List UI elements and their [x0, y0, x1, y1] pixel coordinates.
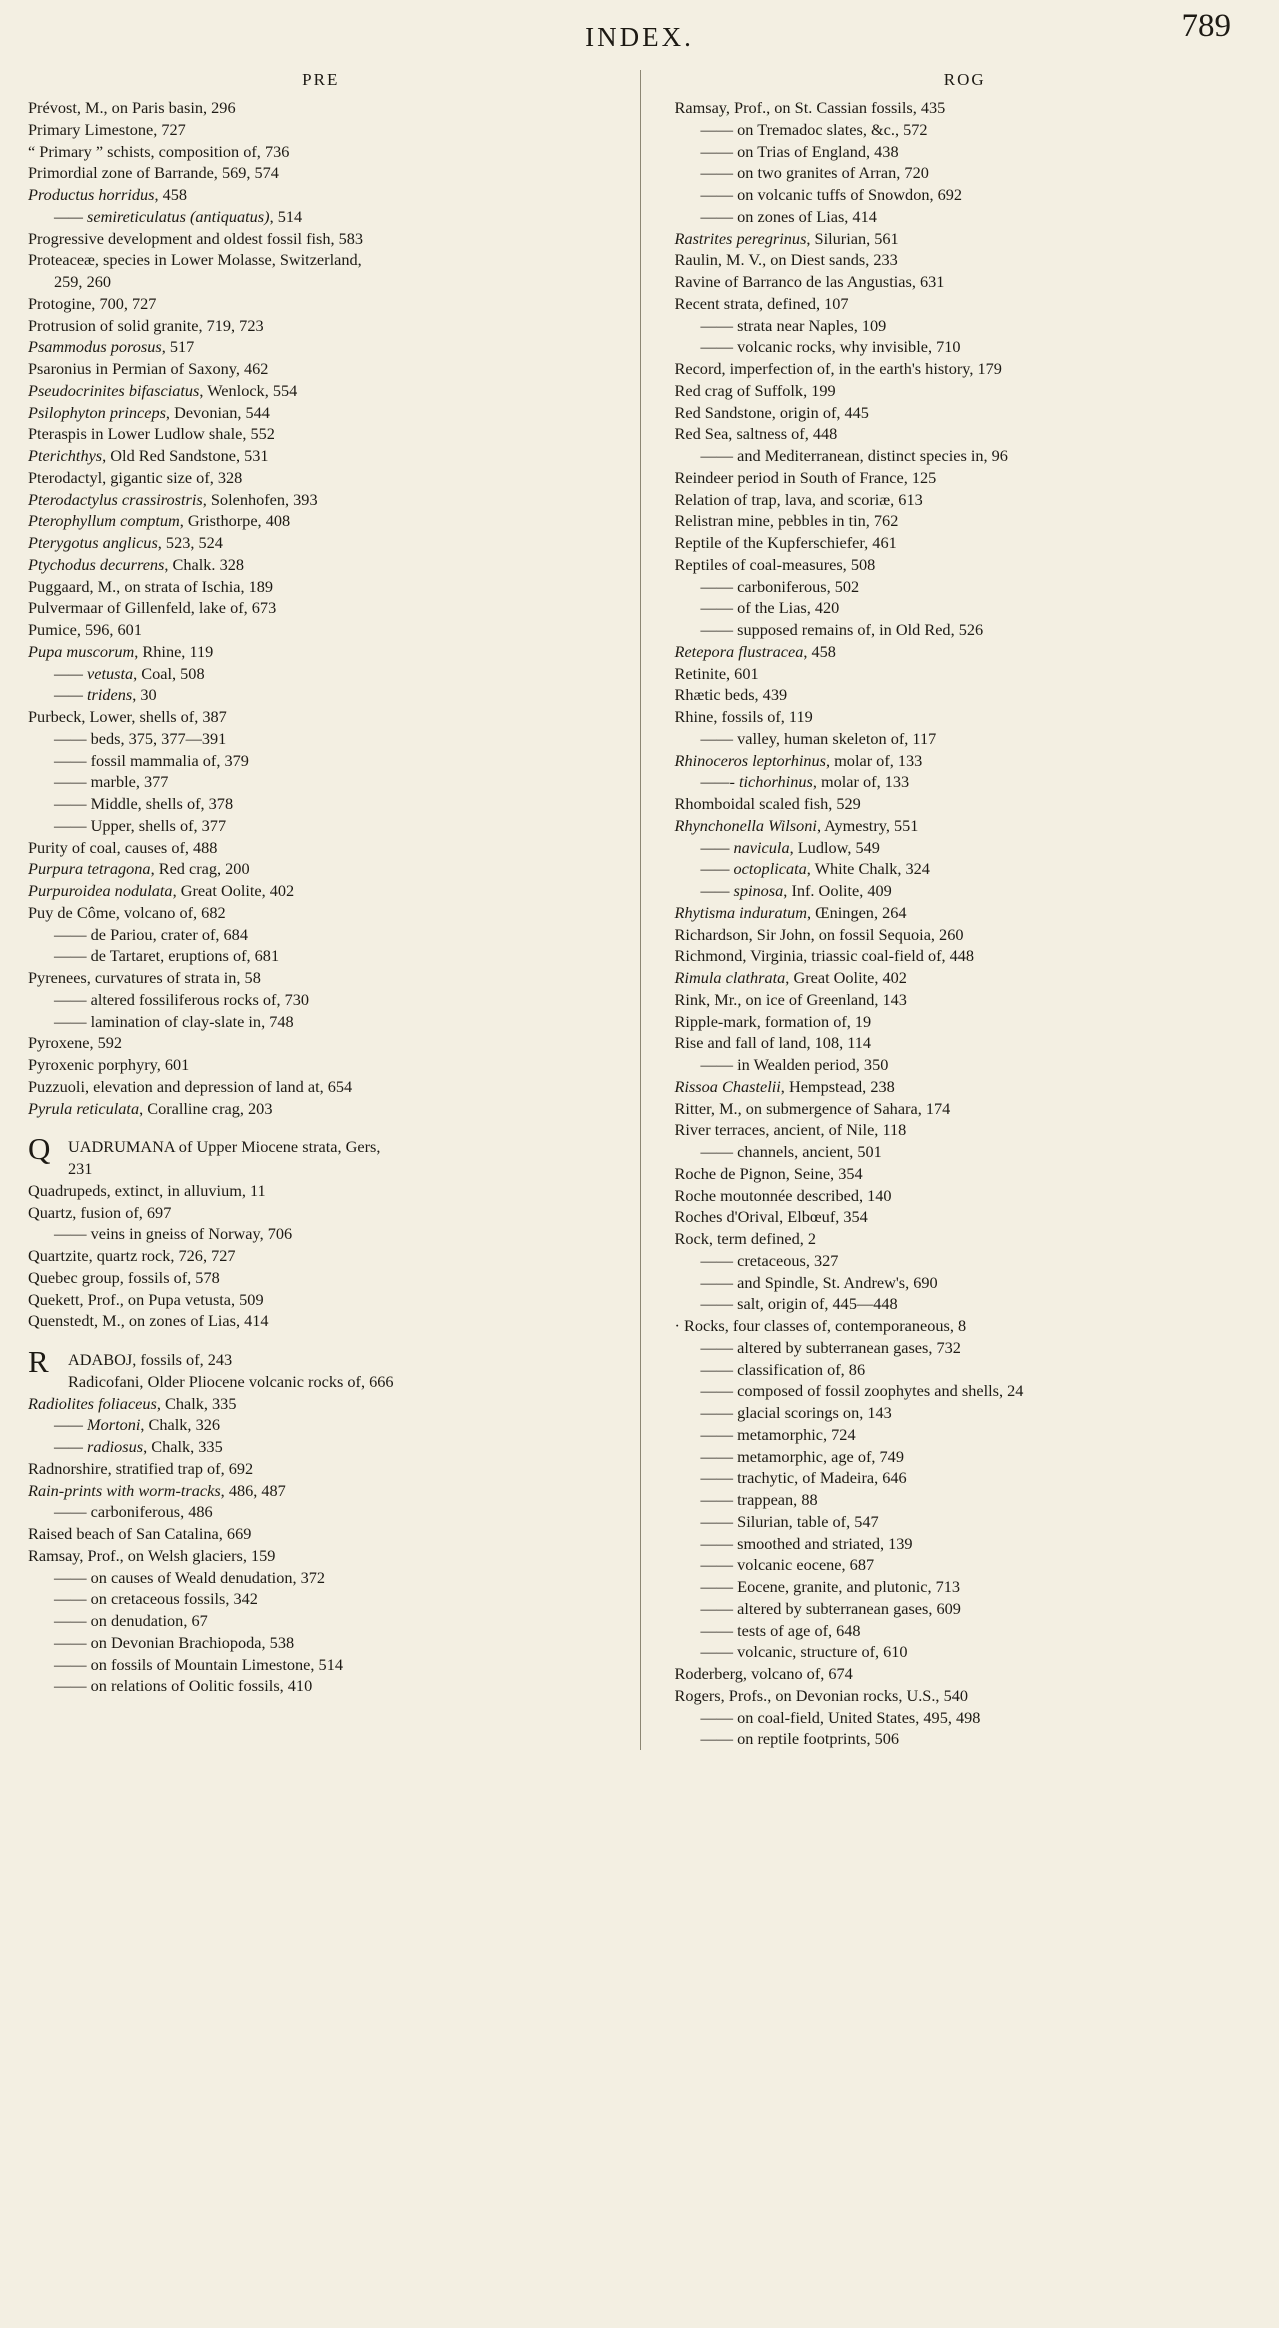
index-entry: —— de Pariou, crater of, 684 — [54, 924, 248, 944]
index-entry-taxon: —— spinosa — [700, 881, 784, 900]
index-entry: Quenstedt, M., on zones of Lias, 414 — [28, 1311, 269, 1331]
index-entry — [675, 837, 1256, 859]
drop-capital: Q — [28, 1131, 51, 1167]
index-entry: Radnorshire, stratified trap of, 692 — [28, 1458, 254, 1478]
index-entry — [28, 1098, 614, 1120]
index-entry-taxon: ——- tichorhinus — [700, 772, 813, 792]
index-entry-taxon: Rimula clathrata — [674, 968, 786, 987]
index-entry-taxon: Pterodactylus crassirostris — [28, 489, 203, 509]
index-entry: —— smoothed and striated, 139 — [700, 1533, 913, 1553]
index-entry-text: , Devonian, 544 — [165, 402, 270, 422]
index-entry — [28, 663, 614, 685]
index-entry: —— Middle, shells of, 378 — [54, 794, 234, 813]
index-entry-taxon: Rain-prints with worm-tracks — [28, 1480, 221, 1500]
index-entry-taxon: Rhytisma induratum — [674, 902, 808, 922]
index-entry-text: , Chalk, 335 — [143, 1437, 223, 1456]
index-entry-text: , Ludlow, 549 — [789, 837, 880, 857]
index-entry: Quekett, Prof., on Pupa vetusta, 509 — [28, 1289, 264, 1309]
page-number: 789 — [1181, 8, 1231, 44]
index-entry-text: , Wenlock, 554 — [199, 380, 298, 400]
index-entry-taxon: Pseudocrinites bifasciatus — [28, 380, 200, 400]
index-entry: Roches d'Orival, Elbœuf, 354 — [674, 1207, 868, 1227]
index-entry-text: , Hempstead, 238 — [780, 1076, 895, 1096]
index-entry-taxon: Pupa muscorum — [28, 641, 135, 661]
index-entry: Reptile of the Kupferschiefer, 461 — [674, 533, 897, 552]
index-entry: —— beds, 375, 377—391 — [54, 728, 227, 748]
index-column-right — [640, 70, 1262, 1750]
index-entry: Purbeck, Lower, shells of, 387 — [28, 707, 227, 726]
index-entry — [675, 641, 1256, 663]
index-entry — [675, 771, 1256, 793]
index-entry: —— volcanic rocks, why invisible, 710 — [700, 337, 961, 357]
index-entry-text: , White Chalk, 324 — [806, 859, 930, 879]
index-entry: —— composed of fossil zoophytes and shells, 24 — [700, 1381, 1024, 1401]
index-entry-text: , 517 — [161, 337, 195, 357]
index-entry-text: , molar of, 133 — [812, 772, 910, 792]
index-entry-taxon: Rissoa Chastelii — [674, 1076, 781, 1096]
index-entry: —— metamorphic, age of, 749 — [700, 1446, 904, 1466]
index-entry: —— altered by subterranean gases, 732 — [700, 1337, 961, 1357]
index-entry-text: , 458 — [803, 641, 836, 661]
index-entry: —— on reptile footprints, 506 — [700, 1729, 900, 1749]
index-entry: —— of the Lias, 420 — [700, 598, 840, 618]
index-entry: —— on Trias of England, 438 — [700, 141, 899, 161]
index-entry: —— carboniferous, 486 — [54, 1502, 213, 1522]
index-entry-text: , Old Red Sandstone, 531 — [102, 446, 269, 465]
index-entry: —— volcanic eocene, 687 — [700, 1555, 875, 1575]
index-entry: Pyroxenic porphyry, 601 — [28, 1055, 190, 1074]
index-entry: Prévost, M., on Paris basin, 296 — [28, 98, 236, 117]
index-entry: Rhomboidal scaled fish, 529 — [674, 794, 861, 813]
index-entry: Reptiles of coal-measures, 508 — [674, 554, 876, 574]
index-entry-taxon: —— octoplicata — [700, 859, 807, 879]
index-column-left — [18, 70, 640, 1750]
index-entry-taxon: Rhinoceros leptorhinus — [674, 750, 826, 770]
index-entry-text: , Silurian, 561 — [806, 228, 899, 248]
index-entry: Rhine, fossils of, 119 — [674, 707, 813, 726]
index-entry: Relistran mine, pebbles in tin, 762 — [674, 511, 899, 531]
index-entry — [28, 510, 614, 532]
index-entry: Rogers, Profs., on Devonian rocks, U.S., 540 — [674, 1685, 968, 1705]
index-entry — [675, 815, 1256, 837]
index-entry — [28, 1344, 614, 1379]
index-entry: Primordial zone of Barrande, 569, 574 — [28, 163, 279, 183]
index-entry: Record, imperfection of, in the earth's history, 179 — [674, 359, 1002, 378]
index-entry: —— glacial scorings on, 143 — [700, 1403, 892, 1422]
index-entry: Richmond, Virginia, triassic coal-field of, 448 — [674, 946, 975, 966]
index-entry-text: , 458 — [154, 185, 188, 204]
index-entry: —— metamorphic, 724 — [700, 1424, 856, 1444]
index-entry — [28, 554, 614, 576]
index-entry — [28, 336, 614, 358]
index-entry-taxon: —— Mortoni — [54, 1415, 141, 1435]
index-entry: Quartz, fusion of, 697 — [28, 1202, 172, 1222]
index-entry: Pulvermaar of Gillenfeld, lake of, 673 — [28, 598, 277, 618]
index-entry: Primary Limestone, 727 — [28, 119, 186, 139]
index-entry: —— valley, human skeleton of, 117 — [700, 728, 937, 748]
index-entry-taxon: —— vetusta — [54, 663, 134, 683]
index-entry: —— Eocene, granite, and plutonic, 713 — [700, 1577, 961, 1596]
index-entry: Protogine, 700, 727 — [28, 293, 157, 313]
index-entry-taxon: Purpura tetragona — [28, 859, 151, 879]
index-entry-taxon: Pterichthys — [28, 446, 103, 465]
index-entry: Red Sandstone, origin of, 445 — [674, 402, 869, 422]
index-entry: —— on two granites of Arran, 720 — [700, 163, 929, 183]
index-entry: Quartzite, quartz rock, 726, 727 — [28, 1246, 236, 1265]
index-entry: —— and Spindle, St. Andrew's, 690 — [700, 1272, 938, 1292]
index-entry: Pterodactyl, gigantic size of, 328 — [28, 467, 243, 487]
index-entry: Radicofani, Older Pliocene volcanic rocks of, 666 — [68, 1371, 394, 1391]
index-entry-text: , 30 — [132, 685, 157, 705]
index-entry: Proteaceæ, species in Lower Molasse, Switzerland, — [28, 250, 362, 270]
index-entry: Recent strata, defined, 107 — [674, 293, 849, 313]
index-entry: —— on volcanic tuffs of Snowdon, 692 — [700, 185, 963, 204]
index-entry: —— on cretaceous fossils, 342 — [54, 1589, 258, 1609]
index-entry: Reindeer period in South of France, 125 — [674, 467, 937, 487]
index-entry-taxon: Psilophyton princeps — [28, 402, 166, 422]
index-entry: Rise and fall of land, 108, 114 — [674, 1033, 872, 1053]
index-entry — [675, 228, 1256, 250]
index-entry-text: , Solenhofen, 393 — [202, 489, 318, 509]
index-entry: River terraces, ancient, of Nile, 118 — [674, 1120, 907, 1140]
index-entry: Roche de Pignon, Seine, 354 — [674, 1163, 863, 1183]
index-entry: Pyrenees, curvatures of strata in, 58 — [28, 968, 261, 987]
index-entry-text: , Red crag, 200 — [150, 859, 250, 879]
index-entry-taxon: Productus horridus — [28, 185, 155, 204]
index-entry-text: , Chalk, 326 — [140, 1415, 220, 1435]
index-entry: Roderberg, volcano of, 674 — [674, 1664, 853, 1683]
index-entry: —— on coal-field, United States, 495, 498 — [700, 1707, 981, 1727]
index-entry: —— trachytic, of Madeira, 646 — [700, 1468, 907, 1488]
index-entry-text: , Chalk, 335 — [156, 1393, 237, 1413]
index-entry: Psaronius in Permian of Saxony, 462 — [28, 359, 269, 378]
index-entry: · Rocks, four classes of, contemporaneous, 8 — [674, 1316, 967, 1335]
index-entry-text: , Chalk. 328 — [164, 554, 244, 574]
index-entry: —— Upper, shells of, 377 — [54, 815, 227, 835]
index-entry: —— fossil mammalia of, 379 — [54, 750, 249, 770]
index-entry: —— on Tremadoc slates, &c., 572 — [700, 119, 928, 139]
column-running-head-left: PRE — [302, 70, 340, 89]
index-entry — [28, 206, 614, 228]
index-entry: Pyroxene, 592 — [28, 1033, 123, 1053]
index-entry-text: , Gristhorpe, 408 — [179, 511, 291, 531]
index-entry-text: ADABOJ, fossils of, 243 — [68, 1350, 233, 1369]
index-entry-text: , 523, 524 — [157, 533, 223, 552]
index-entry: —— altered by subterranean gases, 609 — [700, 1598, 961, 1618]
index-entry-taxon: Ptychodus decurrens — [28, 554, 165, 574]
index-entry: —— on zones of Lias, 414 — [700, 206, 877, 226]
index-entry — [675, 858, 1256, 880]
index-entry-text: UADRUMANA of Upper Miocene strata, Gers, — [68, 1137, 381, 1157]
index-entry — [28, 684, 614, 706]
index-entry: Raised beach of San Catalina, 669 — [28, 1524, 252, 1543]
index-entry-list-left — [28, 97, 614, 1697]
index-entry: Purity of coal, causes of, 488 — [28, 837, 218, 857]
index-entry: —— supposed remains of, in Old Red, 526 — [700, 620, 984, 639]
index-entry — [28, 1414, 614, 1436]
index-entry — [675, 902, 1256, 924]
index-entry — [28, 1131, 614, 1167]
index-entry: —— lamination of clay-slate in, 748 — [54, 1011, 294, 1031]
index-entry-taxon: Pterophyllum comptum — [28, 511, 180, 531]
index-entry-taxon: Rhynchonella Wilsoni — [674, 815, 817, 835]
entry-group-gap — [28, 1119, 614, 1136]
index-entry — [28, 641, 614, 663]
index-entry: Rink, Mr., on ice of Greenland, 143 — [674, 989, 907, 1009]
index-entry: —— cretaceous, 327 — [700, 1250, 839, 1270]
index-entry-text: , 514 — [269, 206, 303, 226]
index-entry: —— veins in gneiss of Norway, 706 — [54, 1224, 293, 1244]
index-entry: Ritter, M., on submergence of Sahara, 174 — [674, 1098, 951, 1118]
index-entry-taxon: Purpuroidea nodulata — [28, 881, 173, 900]
index-entry: —— trappean, 88 — [700, 1490, 818, 1509]
index-entry: Ramsay, Prof., on Welsh glaciers, 159 — [28, 1545, 276, 1565]
index-entry-taxon: —— navicula — [700, 837, 790, 857]
index-entry: —— de Tartaret, eruptions of, 681 — [54, 946, 280, 966]
index-entry: —— and Mediterranean, distinct species in, 96 — [700, 446, 1008, 465]
index-entry-taxon: —— tridens — [54, 685, 133, 705]
index-entry: Puggaard, M., on strata of Ischia, 189 — [28, 576, 274, 596]
index-entry: Pumice, 596, 601 — [28, 620, 142, 639]
index-entry-text: , Coralline crag, 203 — [139, 1098, 273, 1118]
index-entry-taxon: Radiolites foliaceus — [28, 1393, 157, 1413]
index-entry-text: , 486, 487 — [220, 1480, 286, 1500]
index-entry: —— Silurian, table of, 547 — [700, 1511, 879, 1531]
index-entry-text: , Inf. Oolite, 409 — [783, 881, 892, 900]
index-entry: Retinite, 601 — [674, 663, 759, 683]
index-entry: —— on causes of Weald denudation, 372 — [54, 1567, 326, 1587]
index-entry-text: , Aymestry, 551 — [816, 815, 919, 835]
entry-group-gap — [28, 1332, 614, 1349]
index-entry: —— on fossils of Mountain Limestone, 514 — [54, 1654, 343, 1674]
index-entry: Puzzuoli, elevation and depression of land at, 654 — [28, 1076, 353, 1096]
index-entry: —— carboniferous, 502 — [700, 576, 860, 596]
index-entry: Ramsay, Prof., on St. Cassian fossils, 435 — [674, 98, 946, 117]
index-entry-text: , Rhine, 119 — [134, 641, 214, 661]
index-entry-taxon: Psammodus porosus — [28, 337, 162, 357]
index-entry-text: , Great Oolite, 402 — [172, 881, 295, 900]
index-entry: Red Sea, saltness of, 448 — [674, 424, 838, 444]
index-entry-taxon: Pyrula reticulata — [28, 1098, 140, 1118]
index-entry: —— classification of, 86 — [700, 1359, 866, 1379]
index-entry: —— strata near Naples, 109 — [700, 315, 887, 335]
index-entry-taxon: Pterygotus anglicus — [28, 533, 158, 552]
index-entry-taxon: Retepora flustracea — [674, 641, 804, 661]
index-entry: Relation of trap, lava, and scoriæ, 613 — [674, 489, 923, 509]
index-entry: —— marble, 377 — [54, 772, 169, 792]
index-entry: 259, 260 — [54, 272, 111, 291]
index-entry: Rock, term defined, 2 — [674, 1229, 817, 1248]
index-entry-taxon: —— radiosus — [54, 1437, 144, 1456]
index-entry-text: , Great Oolite, 402 — [785, 968, 907, 987]
index-entry: Protrusion of solid granite, 719, 723 — [28, 315, 264, 335]
index-entry: Raulin, M. V., on Diest sands, 233 — [674, 250, 898, 270]
column-running-head-right: ROG — [943, 70, 986, 89]
index-entry — [28, 858, 614, 880]
page-title: INDEX. — [585, 22, 694, 52]
page-header — [0, 0, 1279, 70]
index-entry: —— volcanic, structure of, 610 — [700, 1642, 908, 1662]
index-entry — [28, 445, 614, 467]
index-entry — [28, 380, 614, 402]
index-entry: —— on Devonian Brachiopoda, 538 — [54, 1632, 295, 1652]
index-entry — [28, 184, 614, 206]
index-entry-taxon: Rastrites peregrinus — [674, 228, 807, 248]
index-entry: —— altered fossiliferous rocks of, 730 — [54, 989, 310, 1009]
index-entry-text: , molar of, 133 — [826, 750, 923, 770]
index-entry-list-right — [675, 97, 1256, 1750]
index-entry: Ravine of Barranco de las Angustias, 631 — [674, 272, 945, 291]
index-entry — [675, 750, 1256, 772]
index-entry-text: , Coal, 508 — [133, 663, 205, 683]
index-entry — [28, 532, 614, 554]
index-entry: —— on denudation, 67 — [54, 1611, 208, 1630]
index-entry — [675, 1076, 1256, 1098]
index-entry-text: , Œningen, 264 — [807, 902, 907, 922]
index-entry: Progressive development and oldest fossil fish, 583 — [28, 228, 364, 248]
index-entry: Roche moutonnée described, 140 — [674, 1185, 892, 1205]
index-entry: Quadrupeds, extinct, in alluvium, 11 — [28, 1180, 266, 1200]
index-entry: —— salt, origin of, 445—448 — [700, 1294, 898, 1314]
index-entry: —— on relations of Oolitic fossils, 410 — [54, 1676, 313, 1696]
index-entry — [28, 489, 614, 511]
index-entry: Rhætic beds, 439 — [674, 685, 788, 705]
index-entry: —— in Wealden period, 350 — [700, 1055, 889, 1074]
index-entry — [28, 1393, 614, 1415]
index-entry: “ Primary ” schists, composition of, 736 — [28, 141, 290, 161]
index-entry: Red crag of Suffolk, 199 — [674, 380, 836, 400]
index-entry: —— tests of age of, 648 — [700, 1620, 861, 1640]
index-columns — [0, 70, 1279, 1750]
index-entry-taxon: —— semireticulatus (antiquatus) — [54, 206, 270, 226]
index-entry — [28, 1436, 614, 1458]
index-entry — [28, 402, 614, 424]
drop-capital: R — [28, 1344, 49, 1379]
index-entry: 231 — [68, 1159, 93, 1178]
index-entry: Quebec group, fossils of, 578 — [28, 1267, 220, 1287]
index-entry: Pteraspis in Lower Ludlow shale, 552 — [28, 424, 275, 444]
index-entry: Ripple-mark, formation of, 19 — [674, 1011, 872, 1031]
index-entry — [28, 880, 614, 902]
index-entry: —— channels, ancient, 501 — [700, 1142, 882, 1161]
index-entry — [675, 880, 1256, 902]
index-entry: Puy de Côme, volcano of, 682 — [28, 902, 226, 922]
index-entry — [28, 1480, 614, 1502]
index-entry: Richardson, Sir John, on fossil Sequoia, 260 — [674, 924, 964, 944]
index-entry — [675, 967, 1256, 989]
